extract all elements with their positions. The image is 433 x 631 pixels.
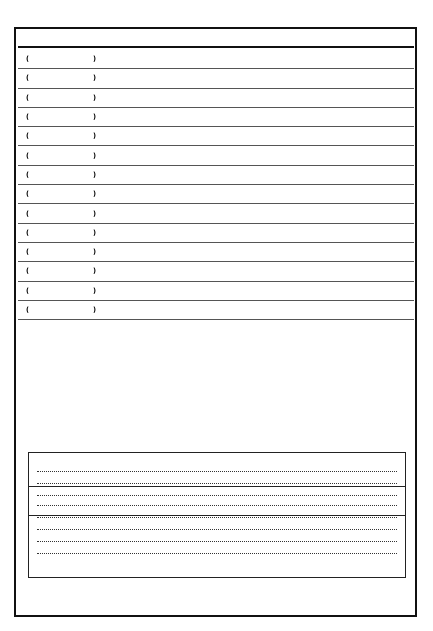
answer-line[interactable] [37, 530, 397, 542]
answer-brackets[interactable]: ( ) [26, 286, 96, 295]
answer-line[interactable] [37, 518, 397, 530]
answer-line[interactable] [37, 506, 397, 518]
answer-brackets[interactable]: ( ) [26, 190, 96, 199]
answer-brackets[interactable]: ( ) [26, 93, 96, 102]
question-row [18, 185, 414, 204]
question-row [18, 204, 414, 223]
question-row [18, 166, 414, 185]
question-row [18, 282, 414, 301]
question-row [18, 224, 414, 243]
section-title [18, 438, 414, 450]
question-list [18, 50, 414, 320]
question-row [18, 243, 414, 262]
answer-line[interactable] [37, 494, 397, 506]
answer-brackets[interactable]: ( ) [26, 248, 96, 257]
answer-brackets[interactable]: ( ) [26, 74, 96, 83]
question-row [18, 108, 414, 127]
answer-brackets[interactable]: ( ) [26, 132, 96, 141]
page-header [18, 30, 414, 48]
answer-brackets[interactable]: ( ) [26, 209, 96, 218]
question-row [18, 262, 414, 281]
question-row [18, 89, 414, 108]
question-row [18, 69, 414, 88]
task-box-2 [28, 486, 406, 578]
answer-line[interactable] [37, 542, 397, 554]
answer-brackets[interactable]: ( ) [26, 55, 96, 64]
answer-brackets[interactable]: ( ) [26, 113, 96, 122]
question-row [18, 127, 414, 146]
answer-brackets[interactable]: ( ) [26, 228, 96, 237]
answer-line[interactable] [37, 472, 397, 484]
answer-brackets[interactable]: ( ) [26, 170, 96, 179]
answer-brackets[interactable]: ( ) [26, 306, 96, 314]
question-row [18, 146, 414, 165]
answer-brackets[interactable]: ( ) [26, 267, 96, 276]
answer-brackets[interactable]: ( ) [26, 151, 96, 160]
page-footer [18, 586, 414, 604]
answer-line[interactable] [37, 460, 397, 472]
question-row [18, 301, 414, 320]
question-row [18, 50, 414, 69]
